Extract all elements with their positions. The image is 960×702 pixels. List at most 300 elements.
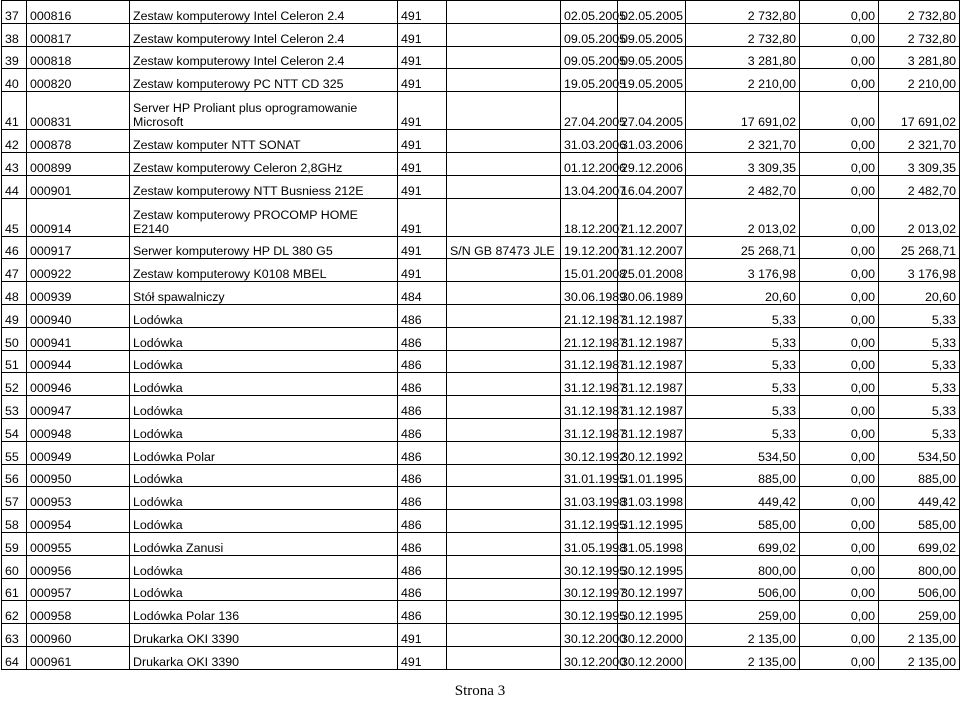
- table-row: [2, 350, 960, 373]
- cell-name: Zestaw komputerowy NTT Busniess 212E: [130, 175, 398, 198]
- cell-serial: S/N GB 87473 JLE: [447, 236, 561, 259]
- table-row: [2, 396, 960, 419]
- cell-account: 486: [398, 304, 447, 327]
- table-row: [2, 46, 960, 69]
- cell-date2: 31.01.1995: [618, 464, 686, 487]
- cell-value1: 3 281,80: [686, 46, 800, 69]
- cell-code: 000950: [27, 464, 130, 487]
- cell-code: 000947: [27, 396, 130, 419]
- cell-value1: 2 732,80: [686, 23, 800, 46]
- cell-code: 000956: [27, 555, 130, 578]
- cell-serial: [447, 282, 561, 305]
- cell-name: Lodówka: [130, 373, 398, 396]
- cell-account: 491: [398, 646, 447, 669]
- cell-account: 491: [398, 259, 447, 282]
- cell-value2: 0,00: [800, 624, 879, 647]
- cell-account: 486: [398, 487, 447, 510]
- cell-lp: 40: [2, 69, 27, 92]
- cell-code: 000820: [27, 69, 130, 92]
- cell-name: Zestaw komputerowy Intel Celeron 2.4: [130, 23, 398, 46]
- cell-account: 491: [398, 198, 447, 236]
- cell-name: Lodówka Zanusi: [130, 532, 398, 555]
- cell-lp: 43: [2, 152, 27, 175]
- cell-date2: 31.12.1987: [618, 304, 686, 327]
- cell-code: 000946: [27, 373, 130, 396]
- table-row: [2, 175, 960, 198]
- cell-value1: 5,33: [686, 350, 800, 373]
- cell-account: 486: [398, 601, 447, 624]
- cell-value3: 800,00: [879, 555, 960, 578]
- cell-lp: 54: [2, 418, 27, 441]
- cell-date1: 30.12.1997: [561, 578, 618, 601]
- cell-date2: 31.12.2007: [618, 236, 686, 259]
- cell-date1: 30.12.1995: [561, 555, 618, 578]
- cell-account: 491: [398, 624, 447, 647]
- cell-serial: [447, 396, 561, 419]
- cell-value1: 5,33: [686, 373, 800, 396]
- cell-lp: 60: [2, 555, 27, 578]
- cell-lp: 44: [2, 175, 27, 198]
- cell-account: 491: [398, 46, 447, 69]
- cell-date1: 31.12.1987: [561, 373, 618, 396]
- table-row: [2, 1, 960, 24]
- cell-date2: 09.05.2005: [618, 46, 686, 69]
- cell-serial: [447, 555, 561, 578]
- cell-code: 000954: [27, 510, 130, 533]
- table-row: [2, 532, 960, 555]
- cell-serial: [447, 130, 561, 153]
- cell-code: 000949: [27, 441, 130, 464]
- cell-date1: 30.12.1995: [561, 601, 618, 624]
- cell-date2: 02.05.2005: [618, 1, 686, 24]
- cell-value1: 449,42: [686, 487, 800, 510]
- cell-code: 000953: [27, 487, 130, 510]
- cell-date2: 30.12.2000: [618, 646, 686, 669]
- cell-value1: 885,00: [686, 464, 800, 487]
- cell-lp: 51: [2, 350, 27, 373]
- cell-date2: 31.12.1995: [618, 510, 686, 533]
- cell-value2: 0,00: [800, 46, 879, 69]
- table-row: [2, 236, 960, 259]
- cell-lp: 45: [2, 198, 27, 236]
- cell-name: Stół spawalniczy: [130, 282, 398, 305]
- cell-lp: 46: [2, 236, 27, 259]
- cell-value1: 3 176,98: [686, 259, 800, 282]
- cell-serial: [447, 259, 561, 282]
- cell-date1: 02.05.2005: [561, 1, 618, 24]
- cell-date1: 09.05.2005: [561, 23, 618, 46]
- cell-lp: 53: [2, 396, 27, 419]
- table-row: [2, 555, 960, 578]
- cell-lp: 55: [2, 441, 27, 464]
- table-row: [2, 624, 960, 647]
- cell-value2: 0,00: [800, 92, 879, 130]
- cell-date2: 30.12.2000: [618, 624, 686, 647]
- cell-lp: 63: [2, 624, 27, 647]
- cell-date1: 13.04.2007: [561, 175, 618, 198]
- cell-lp: 41: [2, 92, 27, 130]
- table-row: [2, 327, 960, 350]
- table-row: [2, 373, 960, 396]
- cell-account: 491: [398, 92, 447, 130]
- cell-code: 000878: [27, 130, 130, 153]
- cell-account: 491: [398, 152, 447, 175]
- cell-code: 000817: [27, 23, 130, 46]
- cell-date1: 09.05.2005: [561, 46, 618, 69]
- cell-account: 491: [398, 236, 447, 259]
- table-row: [2, 23, 960, 46]
- cell-serial: [447, 198, 561, 236]
- cell-value2: 0,00: [800, 69, 879, 92]
- cell-lp: 39: [2, 46, 27, 69]
- cell-code: 000940: [27, 304, 130, 327]
- cell-value1: 2 013,02: [686, 198, 800, 236]
- cell-date1: 31.12.1987: [561, 418, 618, 441]
- cell-date1: 15.01.2008: [561, 259, 618, 282]
- cell-date2: 31.12.1987: [618, 327, 686, 350]
- cell-value1: 5,33: [686, 327, 800, 350]
- cell-code: 000948: [27, 418, 130, 441]
- cell-value3: 5,33: [879, 373, 960, 396]
- cell-serial: [447, 327, 561, 350]
- cell-date2: 31.12.1987: [618, 350, 686, 373]
- cell-lp: 59: [2, 532, 27, 555]
- cell-code: 000917: [27, 236, 130, 259]
- cell-serial: [447, 152, 561, 175]
- cell-serial: [447, 92, 561, 130]
- cell-serial: [447, 578, 561, 601]
- cell-value3: 449,42: [879, 487, 960, 510]
- cell-lp: 64: [2, 646, 27, 669]
- cell-date2: 31.03.2006: [618, 130, 686, 153]
- cell-lp: 58: [2, 510, 27, 533]
- cell-date1: 30.12.1992: [561, 441, 618, 464]
- cell-account: 486: [398, 441, 447, 464]
- cell-date2: 27.04.2005: [618, 92, 686, 130]
- cell-account: 486: [398, 555, 447, 578]
- table-row: [2, 601, 960, 624]
- cell-value3: 5,33: [879, 327, 960, 350]
- cell-value2: 0,00: [800, 1, 879, 24]
- cell-value2: 0,00: [800, 327, 879, 350]
- cell-date1: 31.12.1987: [561, 350, 618, 373]
- cell-date1: 31.03.1998: [561, 487, 618, 510]
- cell-value1: 259,00: [686, 601, 800, 624]
- cell-name: Lodówka: [130, 304, 398, 327]
- cell-date2: 29.12.2006: [618, 152, 686, 175]
- cell-name: Zestaw komputerowy Intel Celeron 2.4: [130, 1, 398, 24]
- cell-value1: 800,00: [686, 555, 800, 578]
- cell-date1: 21.12.1987: [561, 304, 618, 327]
- cell-value2: 0,00: [800, 350, 879, 373]
- cell-lp: 48: [2, 282, 27, 305]
- cell-code: 000922: [27, 259, 130, 282]
- cell-name: Server HP Proliant plus oprogramowanie Microsoft: [130, 92, 398, 130]
- cell-value1: 20,60: [686, 282, 800, 305]
- cell-account: 486: [398, 464, 447, 487]
- cell-value2: 0,00: [800, 487, 879, 510]
- table-row: [2, 464, 960, 487]
- cell-value1: 3 309,35: [686, 152, 800, 175]
- cell-serial: [447, 487, 561, 510]
- cell-date2: 30.06.1989: [618, 282, 686, 305]
- cell-value3: 2 732,80: [879, 23, 960, 46]
- cell-date2: 31.03.1998: [618, 487, 686, 510]
- cell-name: Lodówka: [130, 464, 398, 487]
- cell-date2: 21.12.2007: [618, 198, 686, 236]
- cell-name: Drukarka OKI 3390: [130, 646, 398, 669]
- cell-name: Zestaw komputerowy Celeron 2,8GHz: [130, 152, 398, 175]
- cell-serial: [447, 418, 561, 441]
- cell-date1: 30.12.2000: [561, 624, 618, 647]
- cell-value3: 2 135,00: [879, 624, 960, 647]
- cell-name: Zestaw komputer NTT SONAT: [130, 130, 398, 153]
- table-row: [2, 92, 960, 130]
- cell-date2: 31.12.1987: [618, 373, 686, 396]
- cell-code: 000901: [27, 175, 130, 198]
- cell-date2: 30.12.1992: [618, 441, 686, 464]
- cell-account: 486: [398, 373, 447, 396]
- cell-serial: [447, 532, 561, 555]
- cell-value2: 0,00: [800, 646, 879, 669]
- cell-lp: 38: [2, 23, 27, 46]
- cell-value1: 2 135,00: [686, 624, 800, 647]
- table-row: [2, 487, 960, 510]
- cell-account: 491: [398, 130, 447, 153]
- cell-serial: [447, 510, 561, 533]
- cell-name: Lodówka: [130, 555, 398, 578]
- cell-value3: 2 210,00: [879, 69, 960, 92]
- table-row: [2, 259, 960, 282]
- cell-date1: 31.03.2006: [561, 130, 618, 153]
- cell-date1: 27.04.2005: [561, 92, 618, 130]
- table-row: [2, 282, 960, 305]
- cell-serial: [447, 23, 561, 46]
- cell-code: 000957: [27, 578, 130, 601]
- cell-serial: [447, 601, 561, 624]
- cell-value3: 20,60: [879, 282, 960, 305]
- cell-value2: 0,00: [800, 441, 879, 464]
- cell-date2: 30.12.1995: [618, 601, 686, 624]
- cell-value3: 2 732,80: [879, 1, 960, 24]
- cell-date1: 21.12.1987: [561, 327, 618, 350]
- cell-serial: [447, 624, 561, 647]
- cell-value1: 5,33: [686, 304, 800, 327]
- cell-name: Lodówka Polar: [130, 441, 398, 464]
- cell-value1: 2 210,00: [686, 69, 800, 92]
- cell-value2: 0,00: [800, 198, 879, 236]
- table-row: [2, 130, 960, 153]
- cell-code: 000944: [27, 350, 130, 373]
- cell-value1: 17 691,02: [686, 92, 800, 130]
- cell-value3: 17 691,02: [879, 92, 960, 130]
- page-footer: Strona 3: [454, 683, 506, 699]
- cell-value3: 3 176,98: [879, 259, 960, 282]
- cell-value3: 259,00: [879, 601, 960, 624]
- cell-date2: 30.12.1995: [618, 555, 686, 578]
- cell-value2: 0,00: [800, 578, 879, 601]
- cell-value1: 506,00: [686, 578, 800, 601]
- cell-code: 000816: [27, 1, 130, 24]
- cell-date1: 31.01.1995: [561, 464, 618, 487]
- cell-date1: 30.06.1989: [561, 282, 618, 305]
- cell-lp: 50: [2, 327, 27, 350]
- cell-value2: 0,00: [800, 152, 879, 175]
- cell-value3: 5,33: [879, 304, 960, 327]
- cell-value3: 2 321,70: [879, 130, 960, 153]
- cell-value1: 2 321,70: [686, 130, 800, 153]
- cell-serial: [447, 350, 561, 373]
- cell-name: Zestaw komputerowy Intel Celeron 2.4: [130, 46, 398, 69]
- cell-account: 486: [398, 327, 447, 350]
- cell-date1: 31.12.1987: [561, 396, 618, 419]
- cell-value1: 585,00: [686, 510, 800, 533]
- cell-account: 486: [398, 532, 447, 555]
- cell-lp: 56: [2, 464, 27, 487]
- cell-value3: 585,00: [879, 510, 960, 533]
- cell-value2: 0,00: [800, 282, 879, 305]
- cell-account: 491: [398, 69, 447, 92]
- cell-value3: 3 309,35: [879, 152, 960, 175]
- cell-value2: 0,00: [800, 304, 879, 327]
- cell-name: Drukarka OKI 3390: [130, 624, 398, 647]
- cell-lp: 61: [2, 578, 27, 601]
- cell-name: Lodówka: [130, 418, 398, 441]
- cell-value3: 534,50: [879, 441, 960, 464]
- cell-value1: 2 732,80: [686, 1, 800, 24]
- cell-serial: [447, 646, 561, 669]
- cell-value3: 885,00: [879, 464, 960, 487]
- cell-date2: 30.12.1997: [618, 578, 686, 601]
- cell-value3: 2 013,02: [879, 198, 960, 236]
- table-row: [2, 198, 960, 236]
- cell-value1: 699,02: [686, 532, 800, 555]
- cell-name: Lodówka: [130, 578, 398, 601]
- cell-serial: [447, 1, 561, 24]
- cell-code: 000961: [27, 646, 130, 669]
- cell-date1: 19.12.2007: [561, 236, 618, 259]
- cell-value3: 2 482,70: [879, 175, 960, 198]
- cell-name: Lodówka Polar 136: [130, 601, 398, 624]
- cell-account: 486: [398, 418, 447, 441]
- cell-date1: 31.12.1995: [561, 510, 618, 533]
- cell-account: 484: [398, 282, 447, 305]
- cell-value2: 0,00: [800, 130, 879, 153]
- cell-code: 000941: [27, 327, 130, 350]
- cell-lp: 49: [2, 304, 27, 327]
- cell-value2: 0,00: [800, 510, 879, 533]
- cell-account: 486: [398, 350, 447, 373]
- cell-account: 491: [398, 23, 447, 46]
- cell-value3: 5,33: [879, 418, 960, 441]
- cell-serial: [447, 46, 561, 69]
- table-row: [2, 578, 960, 601]
- cell-date1: 31.05.1998: [561, 532, 618, 555]
- cell-serial: [447, 441, 561, 464]
- cell-value1: 534,50: [686, 441, 800, 464]
- cell-date2: 31.12.1987: [618, 396, 686, 419]
- cell-serial: [447, 464, 561, 487]
- cell-value2: 0,00: [800, 175, 879, 198]
- cell-value2: 0,00: [800, 464, 879, 487]
- cell-lp: 57: [2, 487, 27, 510]
- cell-date2: 16.04.2007: [618, 175, 686, 198]
- cell-name: Zestaw komputerowy PC NTT CD 325: [130, 69, 398, 92]
- cell-date2: 09.05.2005: [618, 23, 686, 46]
- cell-code: 000960: [27, 624, 130, 647]
- cell-lp: 52: [2, 373, 27, 396]
- table-row: [2, 646, 960, 669]
- cell-date1: 19.05.2005: [561, 69, 618, 92]
- cell-value2: 0,00: [800, 23, 879, 46]
- cell-value2: 0,00: [800, 532, 879, 555]
- cell-code: 000818: [27, 46, 130, 69]
- cell-name: Lodówka: [130, 487, 398, 510]
- cell-name: Lodówka: [130, 327, 398, 350]
- cell-code: 000899: [27, 152, 130, 175]
- cell-account: 491: [398, 175, 447, 198]
- table-row: [2, 441, 960, 464]
- cell-value3: 2 135,00: [879, 646, 960, 669]
- cell-account: 486: [398, 510, 447, 533]
- cell-name: Zestaw komputerowy PROCOMP HOME E2140: [130, 198, 398, 236]
- cell-account: 486: [398, 396, 447, 419]
- cell-serial: [447, 373, 561, 396]
- cell-value1: 5,33: [686, 418, 800, 441]
- cell-account: 491: [398, 1, 447, 24]
- cell-value2: 0,00: [800, 236, 879, 259]
- cell-value2: 0,00: [800, 418, 879, 441]
- cell-value2: 0,00: [800, 555, 879, 578]
- cell-value2: 0,00: [800, 396, 879, 419]
- cell-serial: [447, 69, 561, 92]
- cell-value3: 3 281,80: [879, 46, 960, 69]
- cell-date1: 18.12.2007: [561, 198, 618, 236]
- cell-name: Lodówka: [130, 350, 398, 373]
- cell-lp: 37: [2, 1, 27, 24]
- cell-name: Lodówka: [130, 396, 398, 419]
- cell-value3: 506,00: [879, 578, 960, 601]
- cell-name: Serwer komputerowy HP DL 380 G5: [130, 236, 398, 259]
- cell-date2: 25.01.2008: [618, 259, 686, 282]
- cell-code: 000914: [27, 198, 130, 236]
- table-row: [2, 304, 960, 327]
- table-row: [2, 69, 960, 92]
- cell-value1: 2 482,70: [686, 175, 800, 198]
- table-body: [2, 1, 960, 670]
- cell-date2: 19.05.2005: [618, 69, 686, 92]
- cell-date1: 01.12.2006: [561, 152, 618, 175]
- cell-account: 486: [398, 578, 447, 601]
- table-row: [2, 152, 960, 175]
- cell-lp: 42: [2, 130, 27, 153]
- cell-code: 000939: [27, 282, 130, 305]
- cell-value2: 0,00: [800, 601, 879, 624]
- cell-serial: [447, 304, 561, 327]
- cell-value1: 2 135,00: [686, 646, 800, 669]
- cell-value3: 5,33: [879, 350, 960, 373]
- cell-code: 000831: [27, 92, 130, 130]
- table-row: [2, 418, 960, 441]
- cell-value1: 25 268,71: [686, 236, 800, 259]
- asset-table: [1, 0, 960, 670]
- cell-code: 000958: [27, 601, 130, 624]
- cell-date2: 31.12.1987: [618, 418, 686, 441]
- cell-name: Zestaw komputerowy K0108 MBEL: [130, 259, 398, 282]
- cell-date2: 31.05.1998: [618, 532, 686, 555]
- cell-value2: 0,00: [800, 373, 879, 396]
- cell-value1: 5,33: [686, 396, 800, 419]
